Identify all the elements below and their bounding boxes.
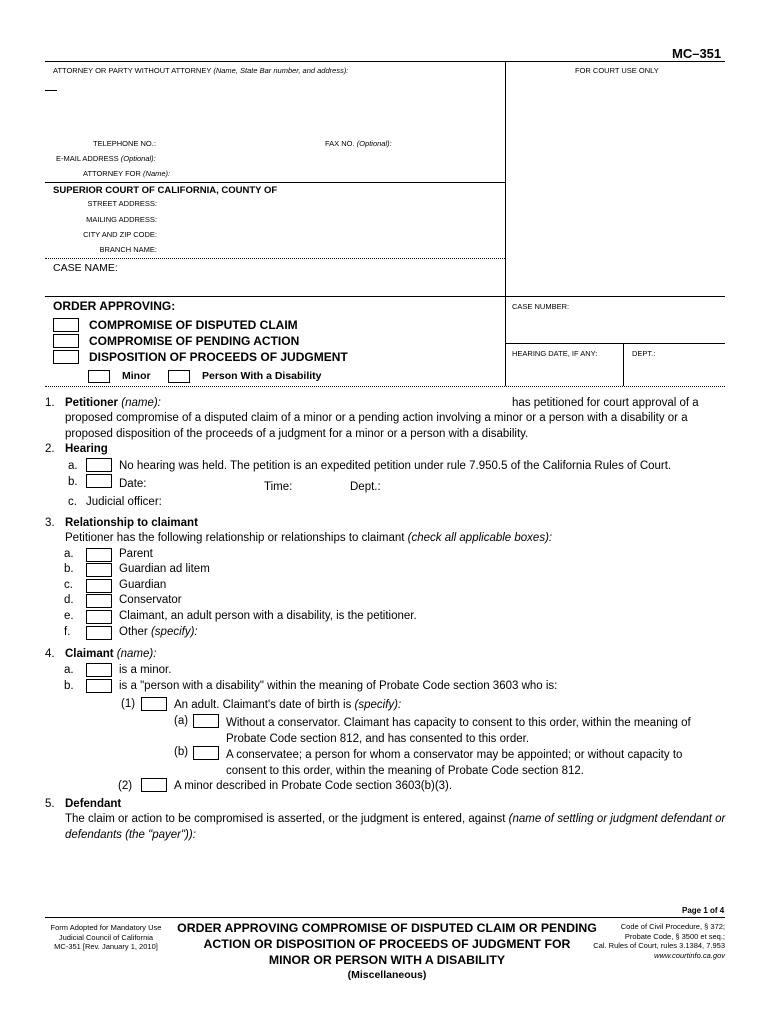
case-number-border [505, 343, 725, 344]
item3f-letter: f. [64, 626, 71, 638]
without-conservator-checkbox[interactable] [193, 714, 219, 728]
footer-right [582, 922, 725, 960]
attorney-label: ATTORNEY OR PARTY WITHOUT ATTORNEY (Name, State Bar number, and address): [53, 66, 349, 75]
claimant-disability-checkbox[interactable] [86, 679, 112, 693]
item3b-letter: b. [64, 563, 74, 575]
footer-title [168, 920, 606, 983]
claimant-label: Claimant (name): [65, 648, 157, 660]
attorney-for-label: ATTORNEY FOR (Name): [83, 169, 171, 178]
mailing-address-label: MAILING ADDRESS: [86, 215, 157, 224]
claimant-petitioner-label: Claimant, an adult person with a disability, is the petitioner. [119, 610, 417, 622]
street-address-label: STREET ADDRESS: [87, 199, 157, 208]
item3d-letter: d. [64, 594, 74, 606]
other-relationship-label: Other (specify): [119, 626, 198, 638]
item2a-letter: a. [68, 460, 78, 472]
case-name-label: CASE NAME: [53, 262, 118, 274]
item3c-letter: c. [64, 579, 73, 591]
footer-title-line3: MINOR OR PERSON WITH A DISABILITY [268, 953, 506, 967]
footer-divider [45, 917, 725, 918]
footer-title-line1: ORDER APPROVING COMPROMISE OF DISPUTED CLAIM OR PENDING [177, 921, 597, 935]
court-title: SUPERIOR COURT OF CALIFORNIA, COUNTY OF [53, 185, 278, 196]
without-conservator-text2: Probate Code section 812, and has consented to this order. [226, 733, 530, 745]
form-id: MC–351 [672, 46, 722, 61]
claimant-minor-checkbox[interactable] [86, 663, 112, 677]
footer-left [45, 923, 167, 952]
item3e-letter: e. [64, 610, 74, 622]
item5-number: 5. [45, 798, 55, 810]
code-civil-procedure-text: Code of Civil Procedure, § 372; [620, 922, 725, 931]
telephone-label: TELEPHONE NO.: [93, 139, 156, 148]
conservatee-text2: consent to this order, within the meaning of Probate Code section 812. [226, 765, 584, 777]
order-title: ORDER APPROVING: [53, 299, 176, 313]
form-revision-text: MC-351 [Rev. January 1, 2010] [54, 942, 158, 951]
relationship-intro: Petitioner has the following relationship or relationships to claimant (check all applicable boxes): [65, 532, 553, 544]
dept-label: DEPT.: [632, 349, 656, 358]
minor-label: Minor [122, 370, 151, 382]
hearing-dept-text: Dept.: [350, 481, 381, 493]
branch-name-label: BRANCH NAME: [99, 245, 157, 254]
compromise-claim-checkbox[interactable] [53, 318, 79, 332]
parent-checkbox[interactable] [86, 548, 112, 562]
footer-title-line2: ACTION OR DISPOSITION OF PROCEEDS OF JUDGMENT FOR [203, 937, 571, 951]
city-zip-label: CITY AND ZIP CODE: [83, 230, 157, 239]
defendant-text: The claim or action to be compromised is asserted, or the judgment is entered, against (name of settling or judgment defendant or [65, 813, 726, 825]
item1-line3: proposed disposition of the proceeds of a judgment for a minor or a person with a disability. [65, 428, 529, 440]
item4-number: 4. [45, 648, 55, 660]
fax-label: FAX NO. (Optional): [325, 139, 392, 148]
defendant-heading: Defendant [65, 798, 122, 810]
disposition-checkbox[interactable] [53, 350, 79, 364]
claimant-petitioner-checkbox[interactable] [86, 610, 112, 624]
item3a-letter: a. [64, 548, 74, 560]
dept-divider [623, 343, 624, 386]
guardian-ad-litem-label: Guardian ad litem [119, 563, 210, 575]
other-relationship-checkbox[interactable] [86, 626, 112, 640]
item4b-letter: b. [64, 680, 74, 692]
parent-label: Parent [119, 548, 153, 560]
petitioner-label: Petitioner (name): [65, 397, 161, 409]
form-adopted-text: Form Adopted for Mandatory Use [50, 923, 162, 932]
without-conservator-text1: Without a conservator. Claimant has capacity to consent to this order, within the meaning of [226, 717, 691, 729]
case-number-label: CASE NUMBER: [512, 302, 570, 311]
item4b2-number: (2) [118, 780, 133, 792]
attorney-section-border [45, 182, 505, 183]
hearing-held-checkbox[interactable] [86, 474, 112, 488]
item1-number: 1. [45, 397, 55, 409]
no-hearing-text: No hearing was held. The petition is an expedited petition under rule 7.950.5 of the California Rules of Court. [119, 460, 672, 472]
relationship-heading: Relationship to claimant [65, 517, 198, 529]
disability-label: Person With a Disability [202, 370, 322, 382]
conservator-label: Conservator [119, 594, 182, 606]
court-use-divider [505, 61, 506, 386]
compromise-action-label: COMPROMISE OF PENDING ACTION [89, 334, 300, 348]
disability-checkbox[interactable] [168, 370, 190, 383]
no-hearing-checkbox[interactable] [86, 458, 112, 472]
attorney-mark [45, 90, 57, 91]
guardian-ad-litem-checkbox[interactable] [86, 563, 112, 577]
caption-top-border [45, 296, 725, 297]
hearing-time-text: Time: [264, 481, 293, 493]
claimant-minor-text: is a minor. [119, 664, 172, 676]
conservator-checkbox[interactable] [86, 594, 112, 608]
claimant-disability-text: is a "person with a disability" within the meaning of Probate Code section 3603 who is: [119, 680, 558, 692]
compromise-action-checkbox[interactable] [53, 334, 79, 348]
minor-3603-checkbox[interactable] [141, 778, 167, 792]
hearing-date-label: HEARING DATE, IF ANY: [512, 349, 598, 358]
conservatee-checkbox[interactable] [193, 746, 219, 760]
caption-bottom-border [45, 386, 725, 387]
item3-number: 3. [45, 517, 55, 529]
item2b-letter: b. [68, 476, 78, 488]
email-label: E-MAIL ADDRESS (Optional): [56, 154, 156, 163]
hearing-heading: Hearing [65, 443, 108, 455]
rules-of-court-text: Cal. Rules of Court, rules 3.1384, 7.953 [593, 941, 725, 950]
petitioner-tail: has petitioned for court approval of a [512, 397, 699, 409]
minor-3603-text: A minor described in Probate Code section 3603(b)(3). [174, 780, 453, 792]
item4b1a-number: (a) [174, 715, 189, 727]
guardian-label: Guardian [119, 579, 167, 591]
judicial-council-text: Judicial Council of California [58, 932, 154, 942]
probate-code-text: Probate Code, § 3500 et seq.; [624, 931, 725, 941]
disposition-label: DISPOSITION OF PROCEEDS OF JUDGMENT [89, 350, 348, 364]
item2c-letter: c. [68, 496, 77, 508]
footer-title-line4: (Miscellaneous) [347, 969, 427, 981]
defendant-hint: defendants (the "payer")): [65, 829, 196, 841]
guardian-checkbox[interactable] [86, 579, 112, 593]
item4b1b-number: (b) [174, 746, 189, 758]
item4a-letter: a. [64, 664, 74, 676]
compromise-claim-label: COMPROMISE OF DISPUTED CLAIM [89, 318, 298, 332]
header-top-border [45, 61, 725, 62]
adult-text: An adult. Claimant's date of birth is (specify): [174, 699, 402, 711]
page-number: Page 1 of 4 [682, 906, 725, 915]
hearing-date-text: Date: [119, 478, 147, 490]
item4b1-number: (1) [121, 698, 136, 710]
conservatee-text1: A conservatee; a person for whom a conservator may be appointed; or without capacity to [226, 749, 683, 761]
court-section-border [45, 258, 505, 259]
court-use-label: FOR COURT USE ONLY [575, 66, 659, 75]
minor-checkbox[interactable] [88, 370, 110, 383]
item2-number: 2. [45, 443, 55, 455]
item1-line2: proposed compromise of a disputed claim of a minor or a pending action involving a minor or a person with a disability or a [65, 412, 688, 424]
courtinfo-link[interactable]: www.courtinfo.ca.gov [654, 950, 725, 960]
adult-checkbox[interactable] [141, 697, 167, 711]
judicial-officer-text: Judicial officer: [86, 496, 162, 508]
